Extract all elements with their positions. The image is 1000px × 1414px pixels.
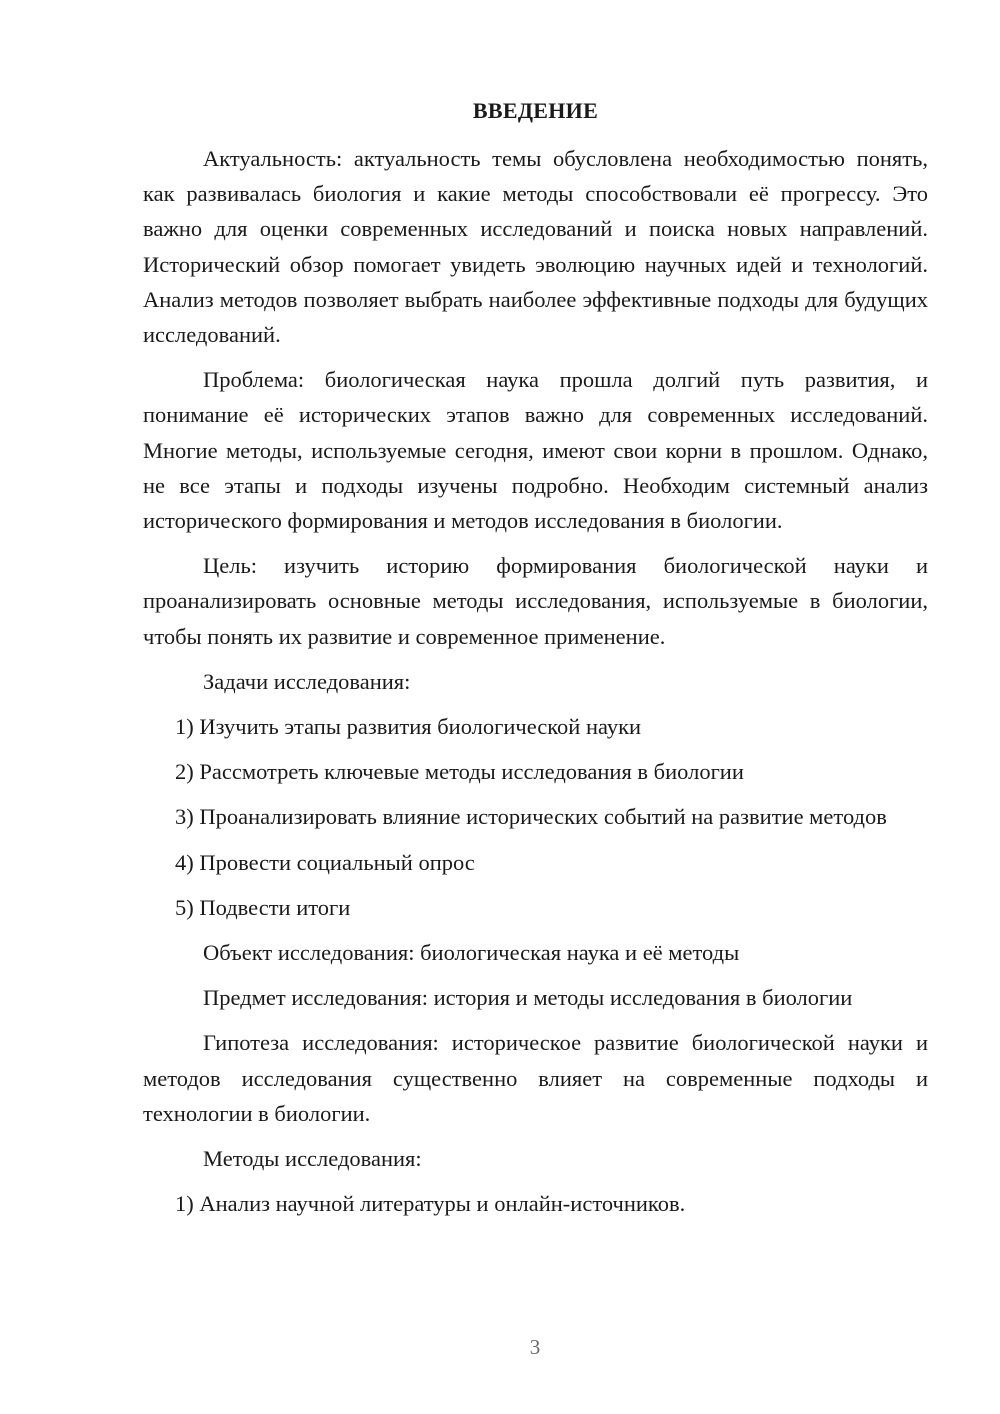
paragraph-methods-heading: Методы исследования: [203,1146,422,1172]
task-item-5: 5) Подвести итоги [175,894,351,920]
paragraph-object: Объект исследования: биологическая наука и её методы [203,940,740,966]
task-item-2: 2) Рассмотреть ключевые методы исследования в биологии [175,759,744,785]
page-title: ВВЕДЕНИЕ [472,98,599,123]
task-item-4: 4) Провести социальный опрос [175,849,475,875]
document-body [143,141,928,1231]
task-item-3: 3) Проанализировать влияние исторических событий на развитие методов [175,804,887,830]
task-item-1: 1) Изучить этапы развития биологической науки [175,714,642,740]
paragraph-subject: Предмет исследования: история и методы исследования в биологии [203,985,853,1011]
paragraph-relevance: Актуальность: актуальность темы обусловлена необходимостью понять, как развивалась биология и какие методы способствовали её прогрессу. Это важно для оценки современных исследований и поиска новых направлений. Исторический обзор помогает увидеть эволюцию научных идей и технологий. Анализ методов позволяет выбрать наиболее эффективные подходы для будущих исследований. [143,146,928,348]
page-number: 3 [529,1335,541,1359]
paragraph-goal: Цель: изучить историю формирования биологической науки и проанализировать основные методы исследования, используемые в биологии, чтобы понять их развитие и современное применение. [143,553,928,649]
paragraph-tasks-heading: Задачи исследования: [203,668,411,694]
method-item-1: 1) Анализ научной литературы и онлайн-источников. [175,1191,686,1217]
paragraph-hypothesis: Гипотеза исследования: историческое развитие биологической науки и методов исследования существенно влияет на современные подходы и технологии в биологии. [143,1030,928,1126]
paragraph-problem: Проблема: биологическая наука прошла долгий путь развития, и понимание её исторических этапов важно для современных исследований. Многие методы, используемые сегодня, имеют свои корни в прошлом. Однако, не все этапы и подходы изучены подробно. Необходим системный анализ исторического формирования и методов исследования в биологии. [143,367,928,534]
